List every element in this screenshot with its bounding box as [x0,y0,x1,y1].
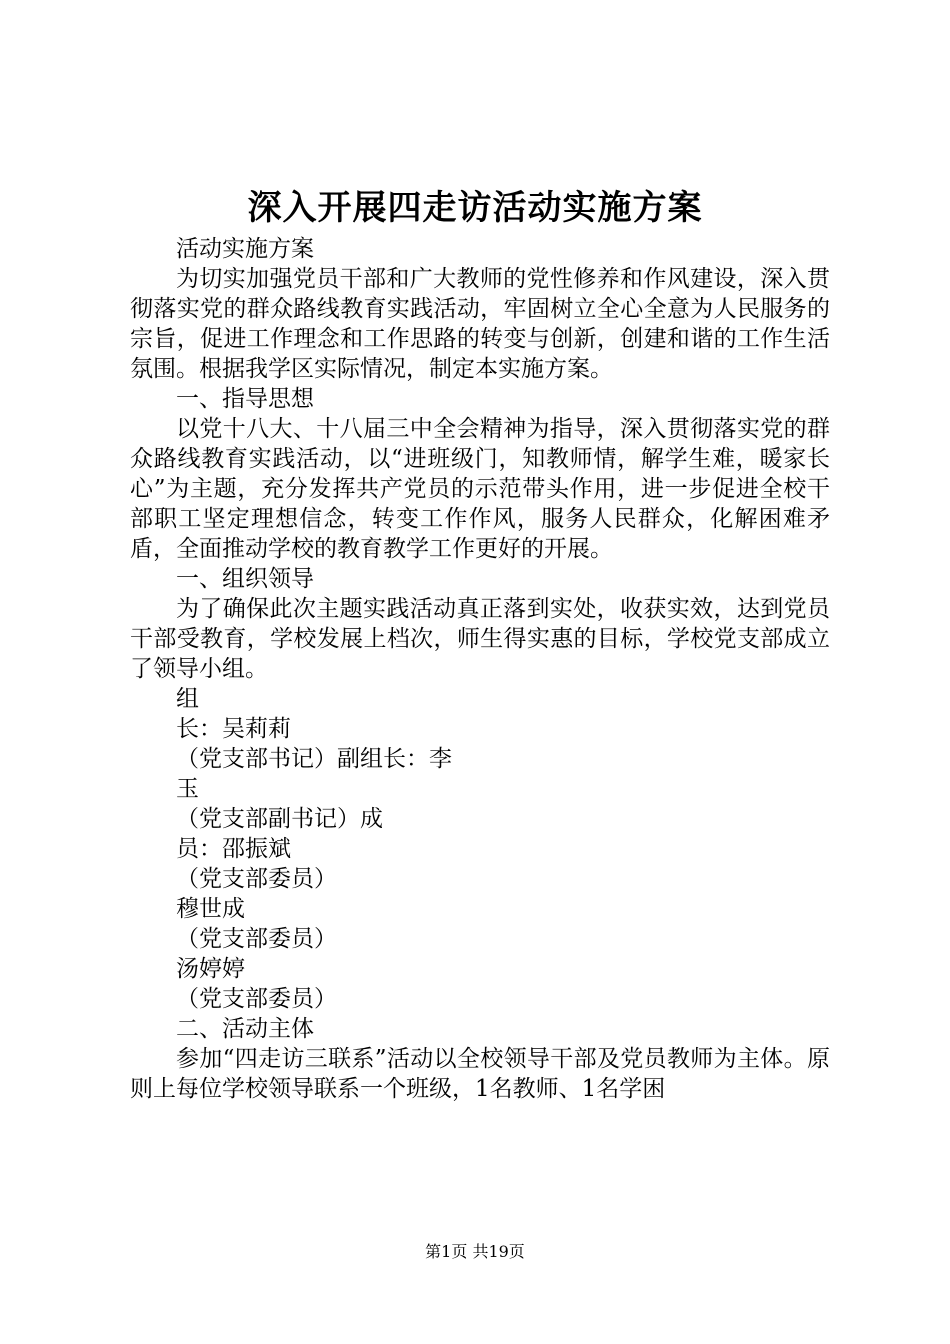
member-line: （党支部书记）副组长：李 [176,746,452,772]
member-line: 组 [176,686,199,712]
member-line: （党支部委员） [176,986,337,1012]
member-line: 穆世成 [176,896,245,922]
member-line: 玉 [176,776,199,802]
paragraph: 为切实加强党员干部和广大教师的党性修养和作风建设，深入贯彻落实党的群众路线教育实践活动，牢固树立全心全意为人民服务的宗旨，促进工作理念和工作思路的转变与创新，创建和谐的工作生活氛围。根据我学区实际情况，制定本实施方案。 [130,266,830,382]
member-line: 汤婷婷 [176,956,245,982]
member-line: （党支部委员） [176,926,337,952]
page-number: 第1页 共19页 [425,1242,525,1261]
document-title: 深入开展四走访活动实施方案 [247,188,703,228]
section-heading: 二、活动主体 [176,1016,314,1042]
paragraph: 以党十八大、十八届三中全会精神为指导，深入贯彻落实党的群众路线教育实践活动，以“进班级门，知教师情，解学生难，暖家长心”为主题，充分发挥共产党员的示范带头作用，进一步促进全校干部职工坚定理想信念，转变工作作风，服务人民群众，化解困难矛盾，全面推动学校的教育教学工作更好的开展。 [130,416,830,562]
paragraph: 参加“四走访三联系”活动以全校领导干部及党员教师为主体。原则上每位学校领导联系一个班级，1名教师、1名学困 [130,1046,830,1102]
member-line: （党支部副书记）成 [176,806,383,832]
member-line: 长：吴莉莉 [176,716,291,742]
paragraph: 为了确保此次主题实践活动真正落到实处，收获实效，达到党员干部受教育，学校发展上档次，师生得实惠的目标，学校党支部成立了领导小组。 [130,596,830,682]
member-line: 员：邵振斌 [176,836,291,862]
member-line: （党支部委员） [176,866,337,892]
document-body [130,234,830,1104]
section-heading: 一、指导思想 [176,386,314,412]
section-heading: 一、组织领导 [176,566,314,592]
paragraph: 活动实施方案 [176,236,314,262]
